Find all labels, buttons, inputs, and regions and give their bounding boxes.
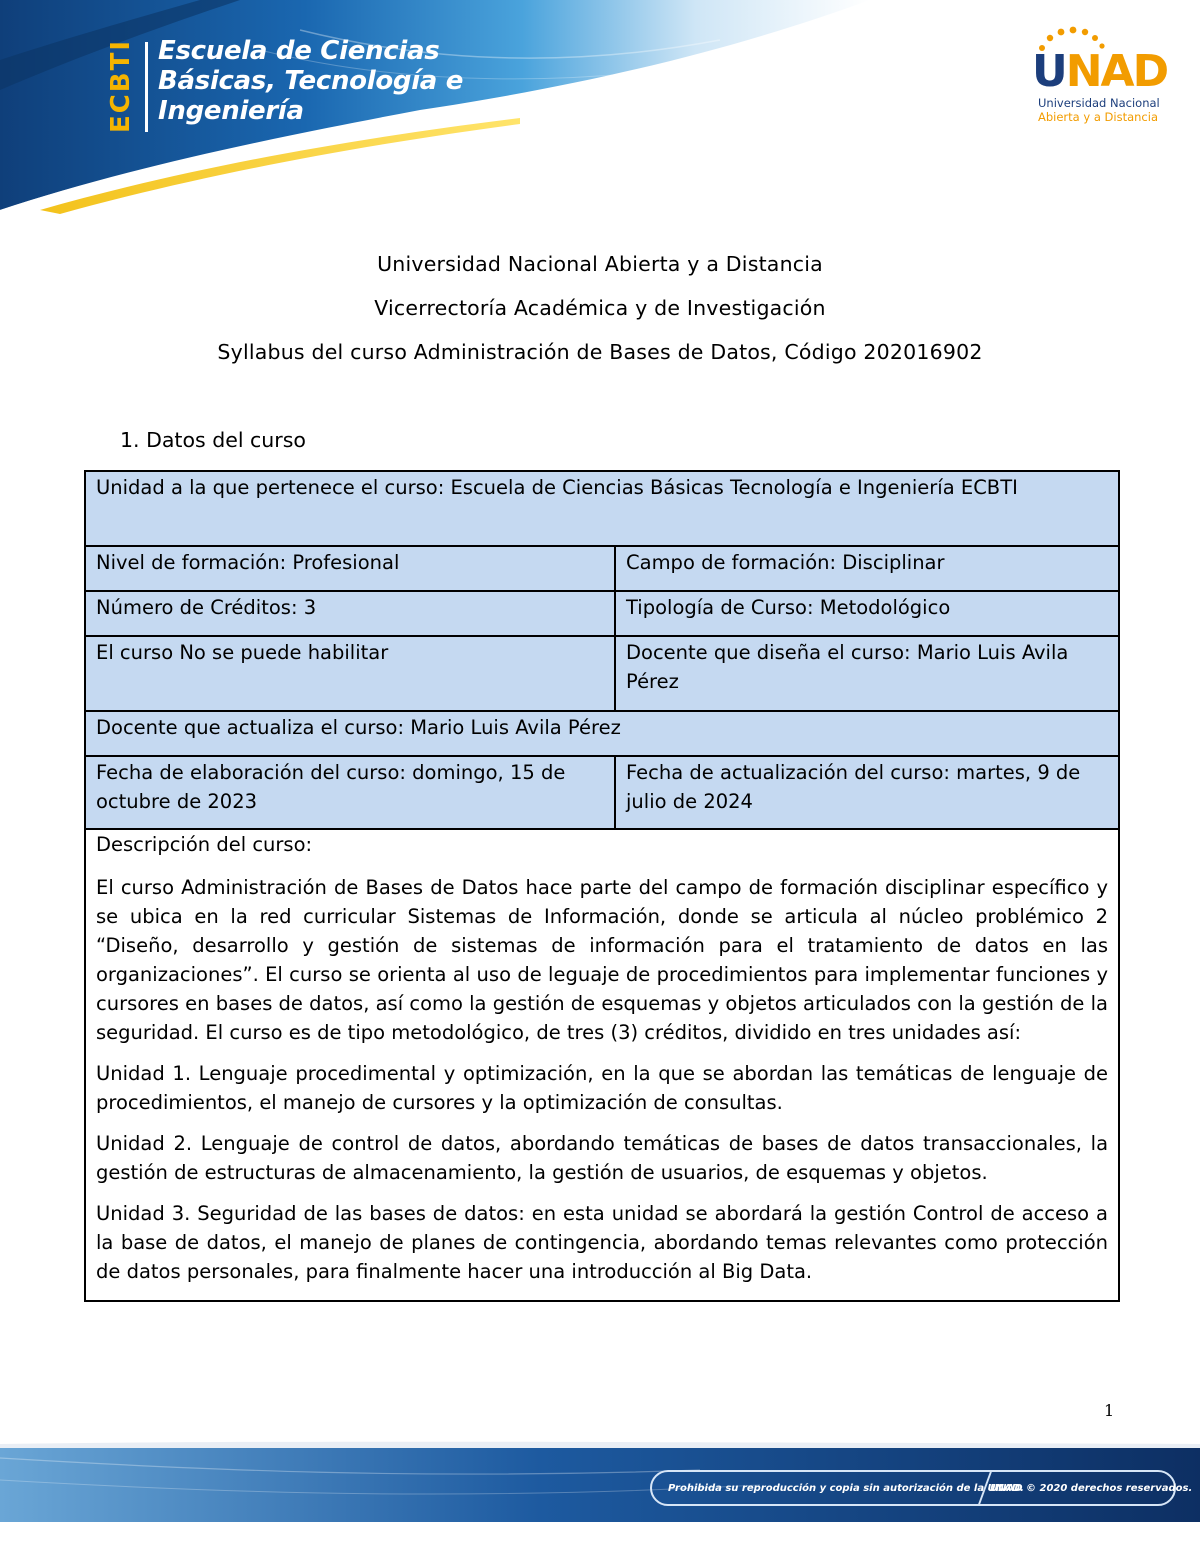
university-title: Universidad Nacional Abierta y a Distancia [377,252,823,276]
logo-wordmark: UNAD [1032,46,1168,97]
school-name-line: Ingeniería [158,96,304,126]
table-row [85,471,1119,546]
fecha-elaboracion-cell: Fecha de elaboración del curso: domingo, 15 de octubre de 2023 [85,756,615,829]
ecbti-acronym: ECBTI [106,38,137,134]
divider-bar [145,42,148,132]
logo-subtitle-2: Abierta y a Distancia [1038,110,1158,124]
unidad-cell: Unidad a la que pertenece el curso: Escuela de Ciencias Básicas Tecnología e Ingeniería ECBTI [85,471,1119,546]
course-data-table [84,470,1120,1302]
footer-notice [650,1470,1193,1506]
vicerrectoria-title: Vicerrectoría Académica y de Investigación [374,296,826,320]
docente-disena-cell: Docente que diseña el curso: Mario Luis Avila Pérez [615,636,1119,711]
table-row [85,636,1119,711]
descripcion-title: Descripción del curso: [96,833,313,856]
descripcion-paragraph: Unidad 1. Lenguaje procedimental y optimización, en la que se abordan las temáticas de lenguaje de procedimientos, el manejo de cursores y la optimización de consultas. [96,1062,1109,1114]
fecha-actualizacion-cell: Fecha de actualización del curso: martes, 9 de julio de 2024 [615,756,1119,829]
section-heading: 1. Datos del curso [120,428,306,452]
nivel-cell: Nivel de formación: Profesional [85,546,615,591]
unad-logo [1030,24,1168,128]
docente-actualiza-cell: Docente que actualiza el curso: Mario Luis Avila Pérez [85,711,1119,756]
campo-cell: Campo de formación: Disciplinar [615,546,1119,591]
school-name [158,36,463,126]
school-name-line: Básicas, Tecnología e [158,66,464,96]
tipologia-cell: Tipología de Curso: Metodológico [615,591,1119,636]
footer-banner [0,1440,1200,1553]
logo-subtitle-1: Universidad Nacional [1038,96,1160,110]
footer-notice-left: Prohibida su reproducción y copia sin autorización de la UNAD. [668,1482,1024,1494]
table-row [85,756,1119,829]
descripcion-paragraph: Unidad 2. Lenguaje de control de datos, abordando temáticas de bases de datos transaccionales, la gestión de estructuras de almacenamiento, la gestión de usuarios, de esquemas y objetos. [96,1132,1109,1184]
habilitar-cell: El curso No se puede habilitar [85,636,615,711]
descripcion-cell [85,829,1119,1301]
footer-notice-right: UNAD © 2020 derechos reservados. [990,1482,1193,1494]
school-name-line: Escuela de Ciencias [158,36,440,66]
creditos-cell: Número de Créditos: 3 [85,591,615,636]
table-row [85,829,1119,1301]
header-banner [0,0,1200,230]
table-row [85,591,1119,636]
descripcion-paragraph: Unidad 3. Seguridad de las bases de datos: en esta unidad se abordará la gestión Control de acceso a la base de datos, el manejo de planes de contingencia, abordando temas relevantes como protección de datos personales, para finalmente hacer una introducción al Big Data. [96,1202,1109,1283]
page-number: 1 [1104,1401,1115,1420]
table-row [85,546,1119,591]
syllabus-title: Syllabus del curso Administración de Bases de Datos, Código 202016902 [217,340,983,364]
table-row [85,711,1119,756]
descripcion-paragraph: El curso Administración de Bases de Datos hace parte del campo de formación disciplinar específico y se ubica en la red curricular Sistemas de Información, donde se articula al núcleo problémico 2 “Diseño, desarrollo y gestión de sistemas de información para el tratamiento de datos en las organizaciones”. El curso se orienta al uso de leguaje de procedimientos para implementar funciones y cursores en bases de datos, así como la gestión de esquemas y objetos articulados con la gestión de la seguridad. El curso es de tipo metodológico, de tres (3) créditos, dividido en tres unidades así: [96,876,1109,1044]
